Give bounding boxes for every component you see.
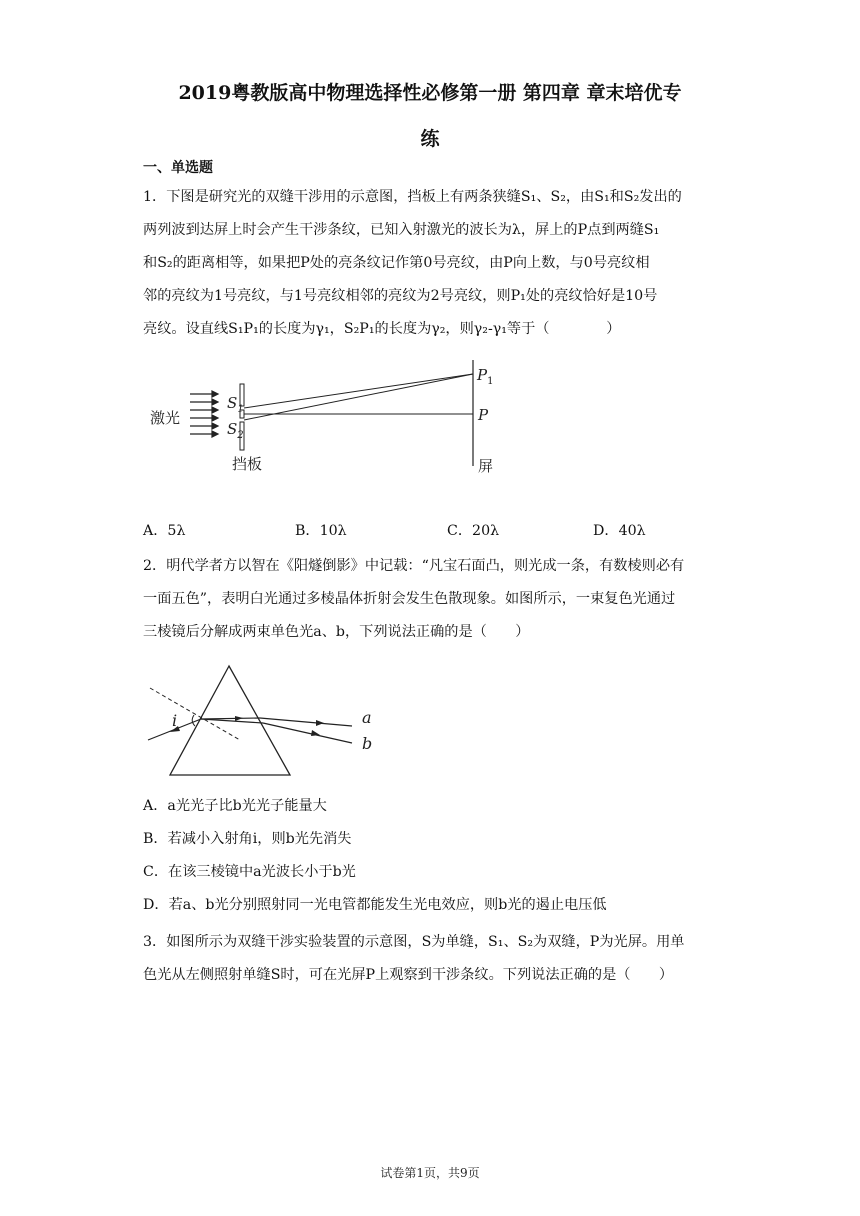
- q3-line: 3．如图所示为双缝干涉实验装置的示意图，S为单缝，S₁、S₂为双缝，P为光屏。用单: [143, 934, 685, 950]
- q2-line: 2．明代学者方以智在《阳燧倒影》中记载：“凡宝石面凸，则光成一条，有数棱则必有: [143, 558, 685, 574]
- question-2-text: [143, 550, 718, 649]
- q2-line: 三棱镜后分解成两束单色光a、b，下列说法正确的是（ ）: [143, 624, 530, 640]
- option-b[interactable]: B．10λ: [295, 523, 347, 539]
- slit-s2-label: $S_2$: [227, 420, 244, 441]
- q2-option-b[interactable]: B．若减小入射角i，则b光先消失: [143, 831, 352, 847]
- option-d[interactable]: D．40λ: [593, 523, 646, 539]
- option-c[interactable]: C．20λ: [447, 523, 500, 539]
- page-footer: 试卷第1页，共9页: [380, 1166, 480, 1180]
- q2-option-c[interactable]: C．在该三棱镜中a光波长小于b光: [143, 864, 356, 880]
- prism-figure: [140, 660, 390, 780]
- q1-line: 邻的亮纹为1号亮纹，与1号亮纹相邻的亮纹为2号亮纹，则P₁处的亮纹恰好是10号: [143, 288, 658, 304]
- q1-line: 和S₂的距离相等，如果把P处的亮条纹记作第0号亮纹，由P向上数，与0号亮纹相: [143, 255, 650, 271]
- slit-s1-label: $S_1$: [227, 394, 244, 415]
- q1-line: 1．下图是研究光的双缝干涉用的示意图，挡板上有两条狭缝S₁、S₂，由S₁和S₂发出的: [143, 189, 682, 205]
- ray-a-label: a: [362, 708, 372, 727]
- ray-a: [260, 718, 352, 726]
- double-slit-figure: [140, 356, 520, 481]
- q2-line: 一面五色”，表明白光通过多棱晶体折射会发生色散现象。如图所示，一束复色光通过: [143, 591, 676, 607]
- angle-i-label: i: [172, 711, 178, 730]
- ray-b: [263, 723, 352, 743]
- question-1-text: [143, 181, 718, 346]
- ray-b-label: b: [362, 734, 373, 753]
- q2-option-d[interactable]: D．若a、b光分别照射同一光电管都能发生光电效应，则b光的遏止电压低: [143, 897, 607, 913]
- screen-label: 屏: [478, 457, 494, 475]
- q2-option-a[interactable]: A．a光光子比b光光子能量大: [143, 798, 327, 814]
- q3-line: 色光从左侧照射单缝S时，可在光屏P上观察到干涉条纹。下列说法正确的是（ ）: [143, 967, 674, 983]
- q1-line: 两列波到达屏上时会产生干涉条纹，已知入射激光的波长为λ，屏上的P点到两缝S₁: [143, 222, 660, 238]
- p1-label: $P_1$: [477, 366, 494, 387]
- laser-label: 激光: [150, 409, 181, 427]
- title-line-2: 练: [420, 128, 440, 150]
- p-label: P: [478, 406, 489, 424]
- title-line-1: 2019粤教版高中物理选择性必修第一册 第四章 章末培优专: [178, 82, 682, 104]
- normal-line: [150, 688, 240, 740]
- barrier-label: 挡板: [232, 455, 263, 473]
- option-a[interactable]: A．5λ: [143, 523, 186, 539]
- question-3-text: [143, 926, 718, 992]
- q1-line: 亮纹。设直线S₁P₁的长度为γ₁，S₂P₁的长度为γ₂，则γ₂-γ₁等于（ ）: [143, 321, 621, 337]
- section-heading: 一、单选题: [143, 160, 213, 176]
